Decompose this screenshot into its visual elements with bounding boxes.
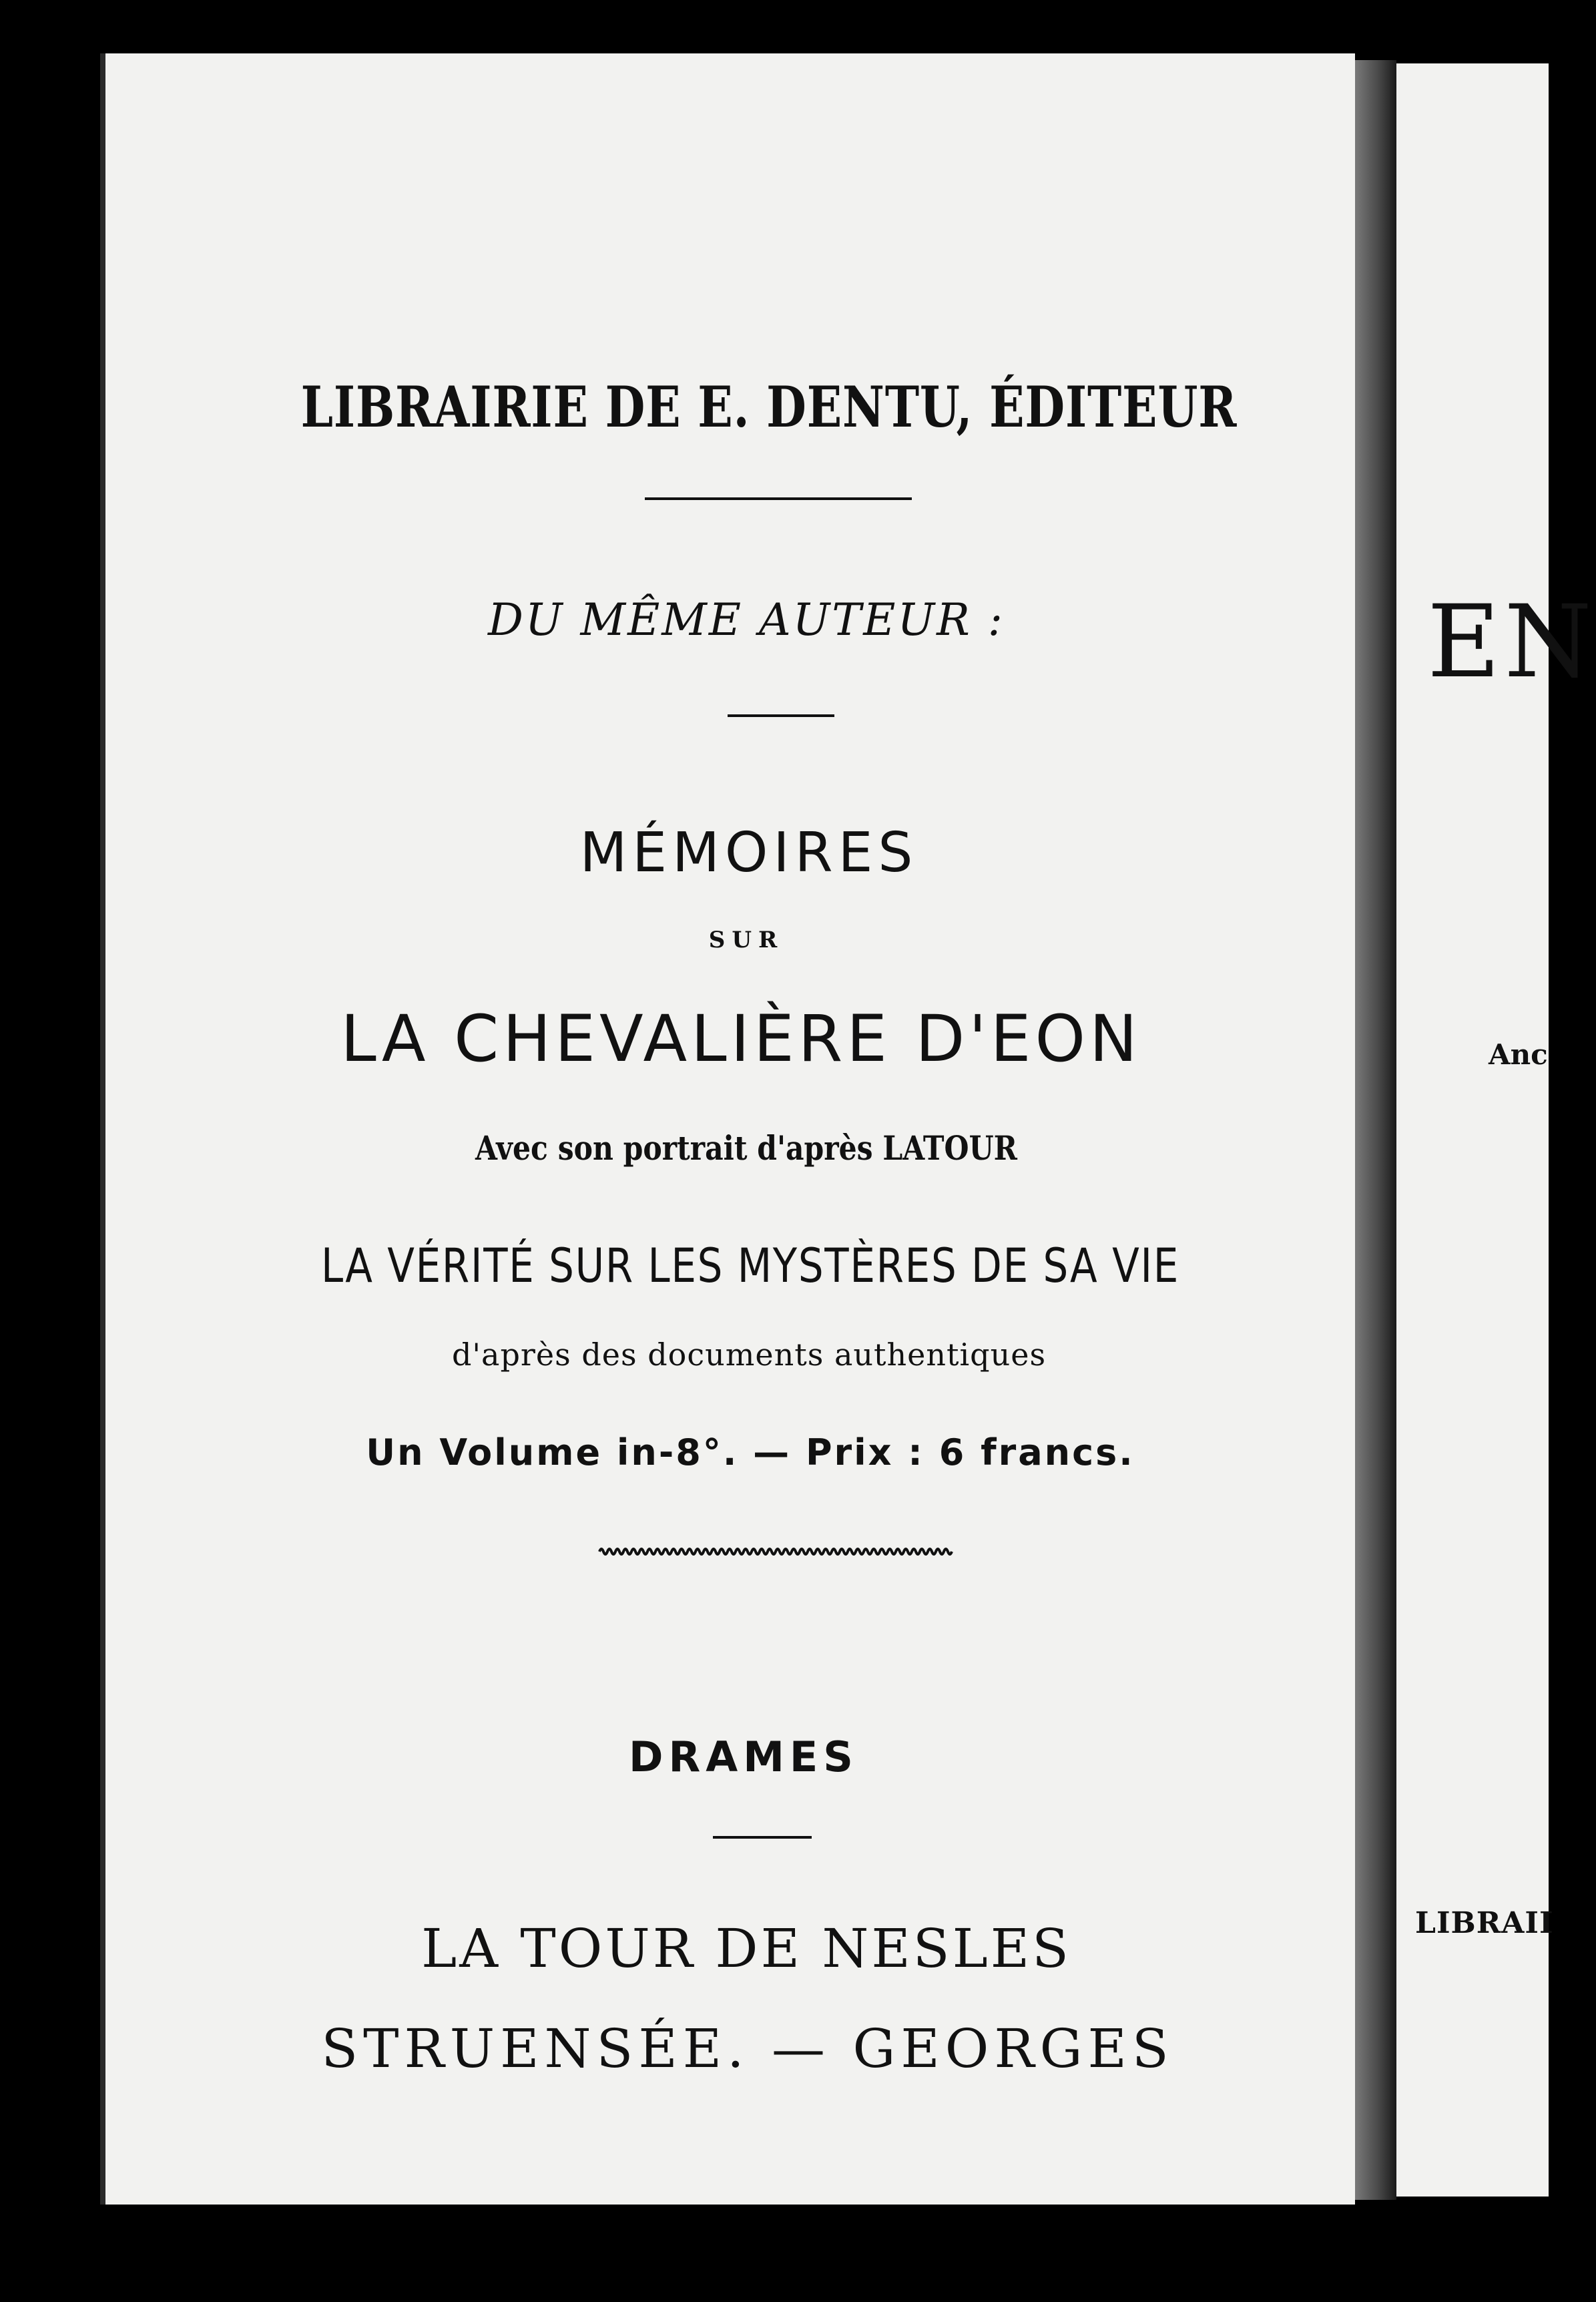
right-page-big-letters: EN — [1427, 584, 1596, 700]
memoires-title: MÉMOIRES — [579, 821, 918, 885]
book-gutter-shadow — [1355, 60, 1396, 2200]
volume-price-line: Un Volume in-8°. — Prix : 6 francs. — [366, 1431, 1135, 1473]
documents-line: d'après des documents authentiques — [451, 1337, 1047, 1373]
divider-rule-drames — [713, 1836, 812, 1839]
verite-subtitle: LA VÉRITÉ SUR LES MYSTÈRES DE SA VIE — [320, 1238, 1180, 1293]
right-page-librai-fragment: LIBRAII — [1415, 1906, 1554, 1940]
publisher-heading: LIBRAIRIE DE E. DENTU, ÉDITEUR — [300, 374, 1238, 440]
right-page-partial — [1396, 63, 1596, 2197]
sur-word: SUR — [708, 927, 784, 953]
divider-rule-short — [728, 714, 834, 717]
struensee-georges-title: STRUENSÉE. — GEORGES — [321, 2018, 1174, 2080]
left-page — [100, 53, 1355, 2205]
drames-heading: DRAMES — [629, 1733, 858, 1781]
tour-de-nesles-title: LA TOUR DE NESLES — [421, 1917, 1071, 1980]
right-page-anc-fragment: Anc — [1489, 1038, 1548, 1071]
du-meme-auteur-heading: DU MÊME AUTEUR : — [487, 594, 1005, 646]
wavy-ornament-rule — [599, 1544, 947, 1560]
portrait-line: Avec son portrait d'après LATOUR — [475, 1128, 1017, 1168]
divider-rule — [645, 497, 912, 500]
chevaliere-title: LA CHEVALIÈRE D'EON — [340, 1001, 1141, 1076]
